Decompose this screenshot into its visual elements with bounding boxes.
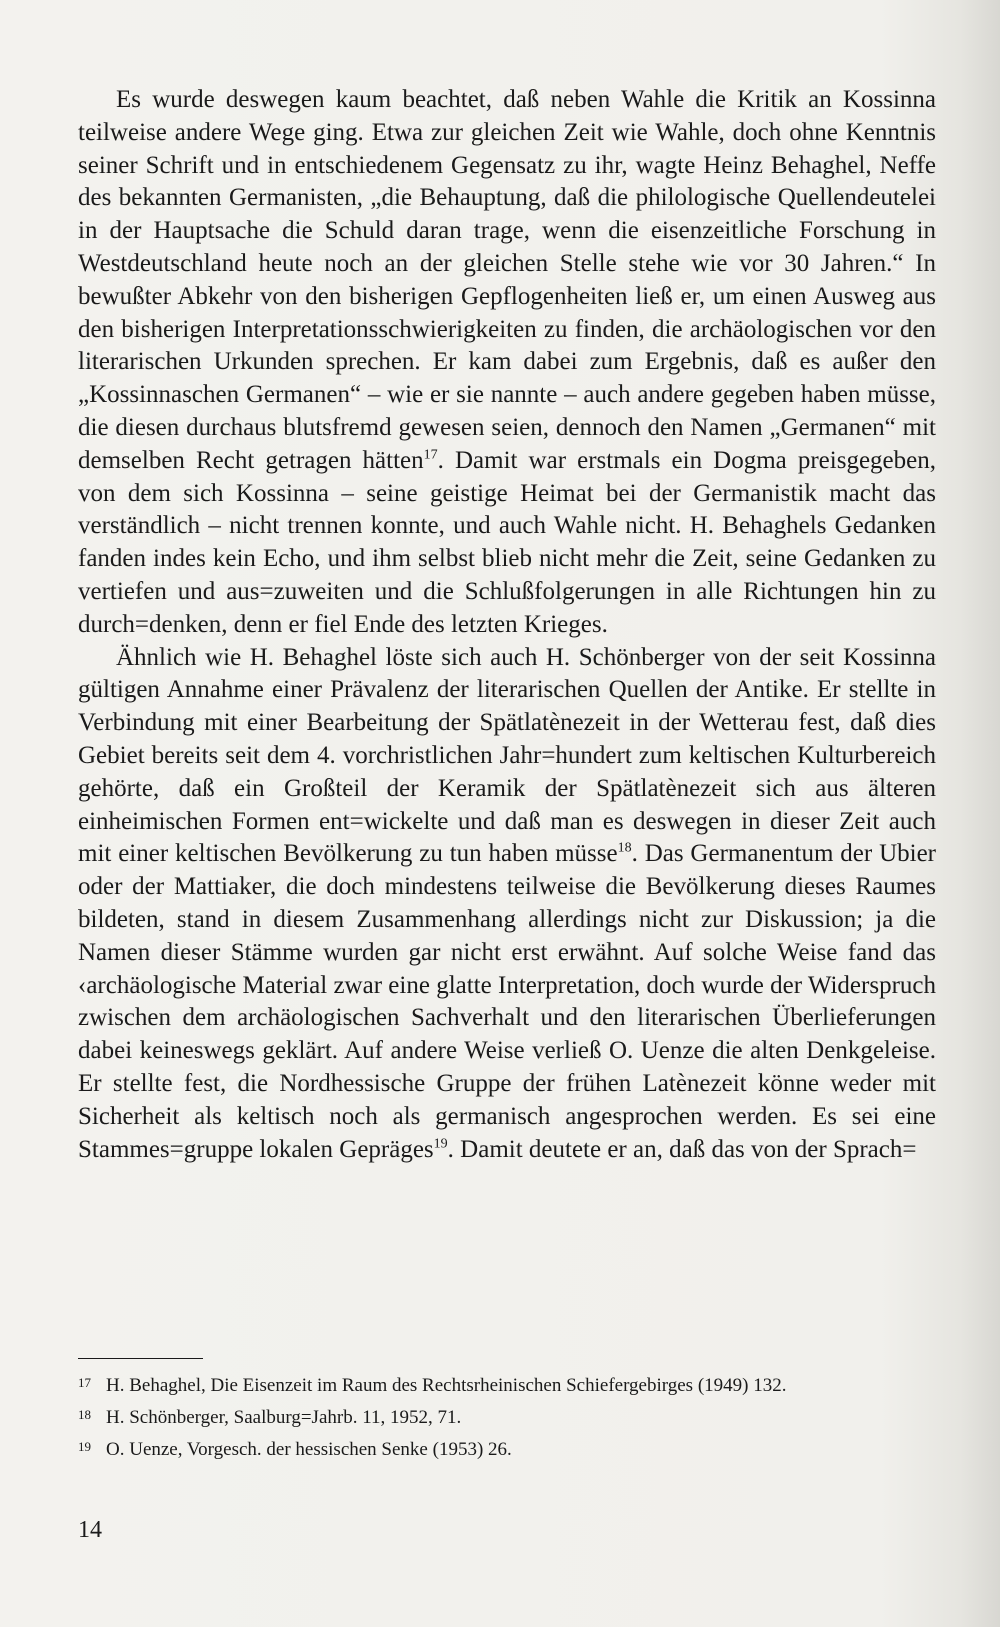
footnote-reference-17: 17 xyxy=(423,447,438,463)
paragraph-2-text-a: Ähnlich wie H. Behaghel löste sich auch H. Schönberger von der seit Kossinna gültigen Annahme einer Prävalenz der literarischen Quellen der Antike. Er stellte in Verbindung mit einer Bearbeitung der Spätlatènezeit in der Wetterau fest, daß dies Gebiet bereits seit dem 4. vorchristlichen Jahr=hundert zum keltischen Kulturbereich gehörte, daß ein Großteil der Keramik der Spätlatènezeit sich aus älteren einheimischen Formen ent=wickelte und daß man es deswegen in dieser Zeit auch mit einer keltischen Bevölkerung zu tun haben müsse xyxy=(78,643,936,868)
footnote-number: 19 xyxy=(78,1439,91,1454)
footnote-number: 18 xyxy=(78,1407,91,1422)
paragraph-1-text-b: . Damit war erstmals ein Dogma preisgegeben, von dem sich Kossinna – seine geistige Heimat bei der Germanistik macht das verständlich – nicht trennen konnte, und auch Wahle nicht. H. Behaghels Gedanken fanden indes kein Echo, und ihm selbst blieb nicht mehr die Zeit, seine Gedanken zu vertiefen und aus=zuweiten und die Schlußfolgerungen in alle Richtungen hin zu durch=denken, denn er fiel Ende des letzten Krieges. xyxy=(78,446,936,638)
paragraph-2-text-c: . Damit deutete er an, daß das von der Sprach= xyxy=(447,1135,917,1163)
paragraph-2 xyxy=(78,642,936,1167)
footnote-18 xyxy=(78,1400,936,1432)
footnote-text: O. Uenze, Vorgesch. der hessischen Senke (1953) 26. xyxy=(106,1439,512,1460)
footnote-separator xyxy=(78,1358,203,1359)
paragraph-1-text-a: Es wurde deswegen kaum beachtet, daß neben Wahle die Kritik an Kossinna teilweise andere Wege ging. Etwa zur gleichen Zeit wie Wahle, doch ohne Kenntnis seiner Schrift und in entschiedenem Gegensatz zu ihr, wagte Heinz Behaghel, Neffe des bekannten Germanisten, „die Behauptung, daß die philologische Quellendeutelei in der Hauptsache die Schuld daran trage, wenn die eisenzeitliche Forschung in Westdeutschland heute noch an der gleichen Stelle stehe wie vor 30 Jahren.“ In bewußter Abkehr von den bisherigen Gepflogenheiten ließ er, um einen Ausweg aus den bisherigen Interpretationsschwierigkeiten zu finden, die archäologischen vor den literarischen Urkunden sprechen. Er kam dabei zum Ergebnis, daß es außer den „Kossinnaschen Germanen“ – wie er sie nannte – auch andere gegeben haben müsse, die diesen durchaus blutsfremd gewesen seien, dennoch den Namen „Germanen“ mit demselben Recht getragen hätten xyxy=(78,86,936,474)
footnote-19 xyxy=(78,1432,936,1464)
footnote-text: H. Behaghel, Die Eisenzeit im Raum des Rechtsrheinischen Schiefergebirges (1949) 132. xyxy=(106,1375,787,1396)
footnote-17 xyxy=(78,1368,936,1400)
page-number: 14 xyxy=(78,1517,102,1543)
footnote-text: H. Schönberger, Saalburg=Jahrb. 11, 1952, 71. xyxy=(106,1407,462,1428)
main-text xyxy=(78,84,936,1166)
footnote-number: 17 xyxy=(78,1375,91,1390)
footnote-reference-18: 18 xyxy=(617,841,632,856)
paragraph-2-text-b: . Das Germanentum der Ubier oder der Mattiaker, die doch mindestens teilweise die Bevölkerung dieses Raumes bildeten, stand in diesem Zusammenhang allerdings nicht zur Diskussion; ja die Namen dieser Stämme wurden gar nicht erst erwähnt. Auf solche Weise fand das ‹archäologische Material zwar eine glatte Interpretation, doch wurde der Widerspruch zwischen dem archäologischen Sachverhalt und den literarischen Überlieferungen dabei keineswegs geklärt. Auf andere Weise verließ O. Uenze die alten Denkgeleise. Er stellte fest, die Nordhessische Gruppe der frühen Latènezeit könne weder mit Sicherheit als keltisch noch als germanisch angesprochen werden. Es sei eine Stammes=gruppe lokalen Gepräges xyxy=(78,840,937,1163)
footnote-reference-19: 19 xyxy=(433,1136,448,1152)
paragraph-1 xyxy=(78,84,936,642)
footnotes xyxy=(78,1368,936,1464)
